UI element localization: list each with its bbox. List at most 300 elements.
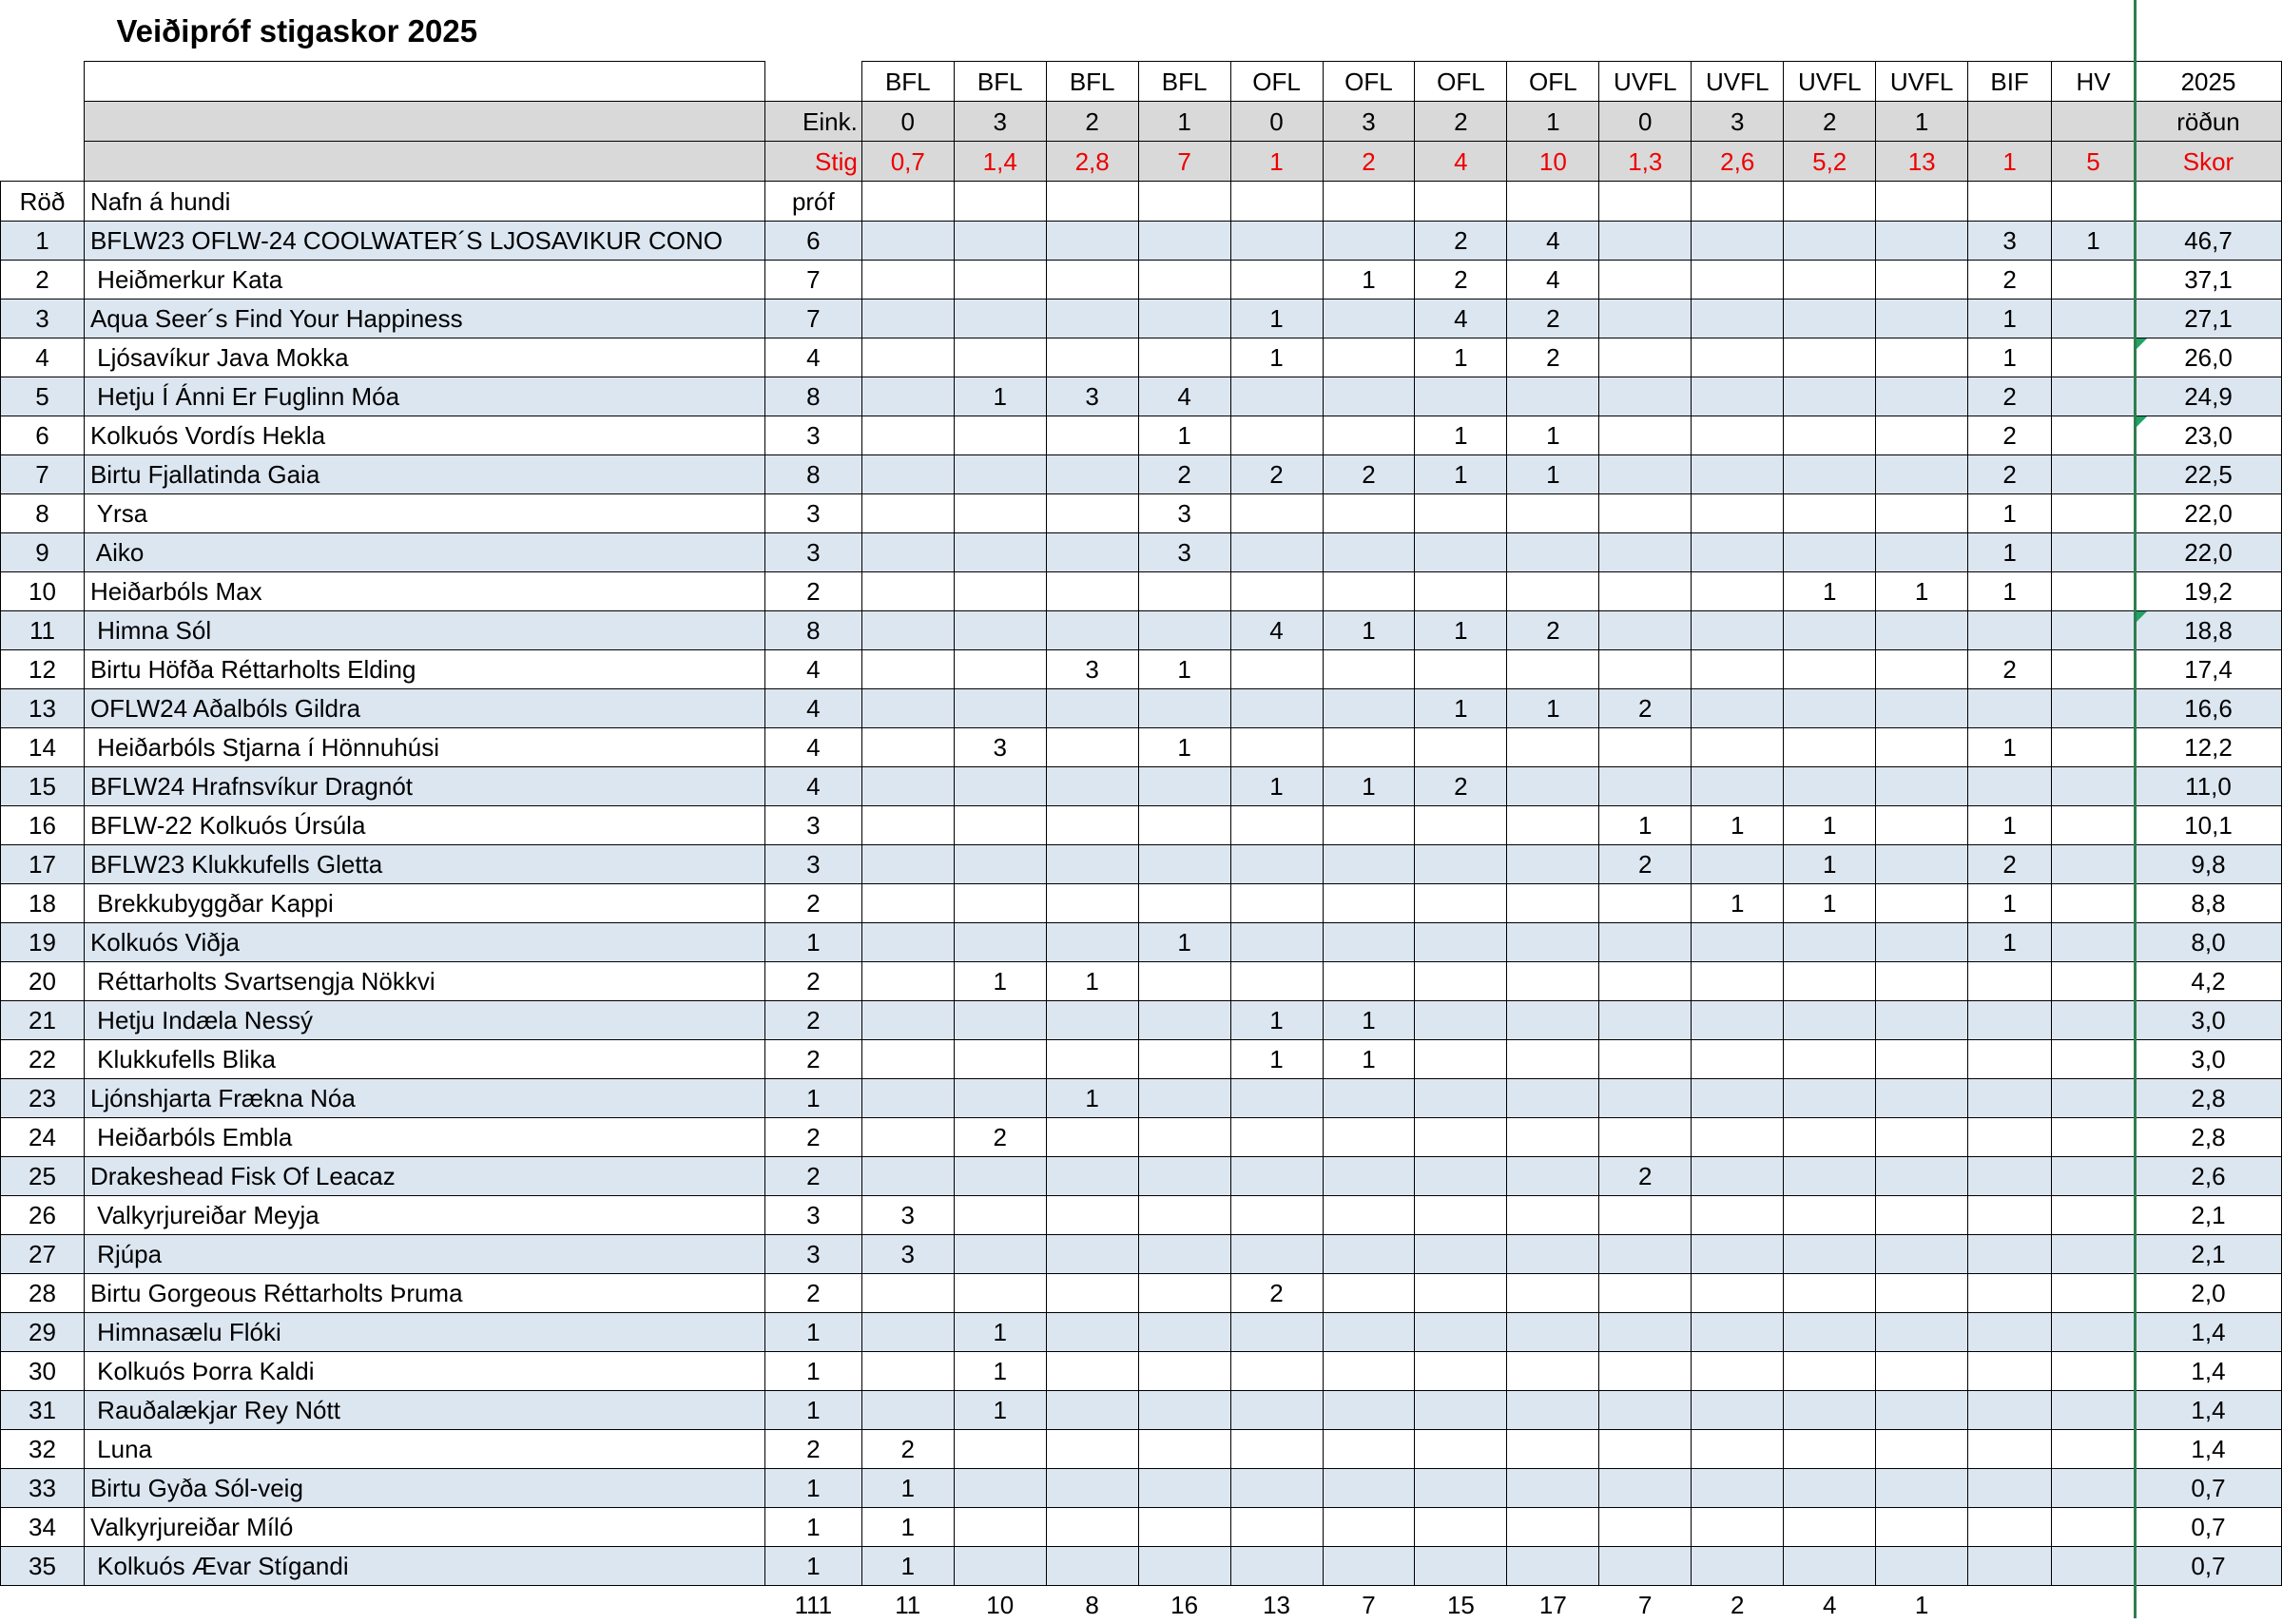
total-cell[interactable]: 15 (1415, 1586, 1507, 1624)
result-cell[interactable] (1415, 1001, 1507, 1040)
result-cell[interactable] (1692, 1547, 1784, 1586)
result-cell[interactable] (954, 650, 1046, 689)
result-cell[interactable] (1046, 611, 1138, 650)
result-cell[interactable] (861, 300, 954, 338)
result-cell[interactable] (1230, 806, 1323, 845)
result-cell[interactable] (1230, 650, 1323, 689)
rank-cell[interactable]: 5 (1, 377, 85, 416)
score-cell[interactable]: 27,1 (2135, 300, 2281, 338)
prof-count-cell[interactable]: 2 (764, 1274, 861, 1313)
dog-name-cell[interactable]: Luna (84, 1430, 764, 1469)
result-cell[interactable] (1599, 1430, 1692, 1469)
stig-value[interactable]: 2,8 (1046, 142, 1138, 182)
rank-cell[interactable]: 29 (1, 1313, 85, 1352)
result-cell[interactable] (2052, 728, 2136, 767)
result-cell[interactable] (1876, 1157, 1968, 1196)
result-cell[interactable] (1138, 300, 1230, 338)
score-cell[interactable]: 16,6 (2135, 689, 2281, 728)
result-cell[interactable] (1968, 1001, 2052, 1040)
dog-name-cell[interactable]: BFLW-22 Kolkuós Úrsúla (84, 806, 764, 845)
result-cell[interactable] (1507, 884, 1599, 923)
result-cell[interactable] (861, 884, 954, 923)
result-cell[interactable] (1138, 222, 1230, 261)
score-cell[interactable]: 0,7 (2135, 1547, 2281, 1586)
result-cell[interactable]: 1 (954, 962, 1046, 1001)
result-cell[interactable] (1784, 1391, 1876, 1430)
score-cell[interactable]: 4,2 (2135, 962, 2281, 1001)
category-header[interactable]: OFL (1415, 62, 1507, 102)
dog-name-cell[interactable]: Kolkuós Ævar Stígandi (84, 1547, 764, 1586)
result-cell[interactable] (1323, 377, 1415, 416)
result-cell[interactable] (954, 1508, 1046, 1547)
result-cell[interactable]: 2 (1138, 455, 1230, 494)
score-cell[interactable]: 1,4 (2135, 1391, 2281, 1430)
result-cell[interactable] (1599, 611, 1692, 650)
result-cell[interactable]: 3 (954, 728, 1046, 767)
dog-name-cell[interactable]: Ljósavíkur Java Mokka (84, 338, 764, 377)
rank-cell[interactable]: 28 (1, 1274, 85, 1313)
result-cell[interactable] (1968, 1547, 2052, 1586)
prof-count-cell[interactable]: 2 (764, 884, 861, 923)
result-cell[interactable]: 2 (1230, 1274, 1323, 1313)
score-cell[interactable]: 11,0 (2135, 767, 2281, 806)
stig-value[interactable]: 0,7 (861, 142, 954, 182)
result-cell[interactable] (1784, 962, 1876, 1001)
stig-value[interactable]: 10 (1507, 142, 1599, 182)
dog-name-cell[interactable]: Heiðarbóls Max (84, 572, 764, 611)
score-cell[interactable]: 22,5 (2135, 455, 2281, 494)
result-cell[interactable] (1138, 1352, 1230, 1391)
result-cell[interactable] (1692, 650, 1784, 689)
result-cell[interactable] (1599, 1118, 1692, 1157)
result-cell[interactable] (1046, 533, 1138, 572)
rank-cell[interactable]: 3 (1, 300, 85, 338)
result-cell[interactable] (1599, 1235, 1692, 1274)
result-cell[interactable] (861, 728, 954, 767)
result-cell[interactable] (861, 533, 954, 572)
result-cell[interactable] (1876, 1352, 1968, 1391)
rank-cell[interactable]: 25 (1, 1157, 85, 1196)
result-cell[interactable]: 4 (1507, 261, 1599, 300)
dog-name-cell[interactable]: Réttarholts Svartsengja Nökkvi (84, 962, 764, 1001)
result-cell[interactable] (1599, 650, 1692, 689)
result-cell[interactable] (1230, 962, 1323, 1001)
score-cell[interactable]: 26,0 (2135, 338, 2281, 377)
category-header[interactable]: UVFL (1876, 62, 1968, 102)
result-cell[interactable] (954, 1001, 1046, 1040)
result-cell[interactable] (1138, 689, 1230, 728)
result-cell[interactable] (954, 494, 1046, 533)
rank-cell[interactable]: 16 (1, 806, 85, 845)
category-header[interactable]: BFL (1046, 62, 1138, 102)
prof-count-cell[interactable]: 2 (764, 572, 861, 611)
result-cell[interactable] (1784, 377, 1876, 416)
result-cell[interactable]: 3 (861, 1235, 954, 1274)
result-cell[interactable] (1323, 1352, 1415, 1391)
rank-cell[interactable]: 33 (1, 1469, 85, 1508)
result-cell[interactable] (1876, 1118, 1968, 1157)
result-cell[interactable] (1784, 1235, 1876, 1274)
rank-cell[interactable]: 26 (1, 1196, 85, 1235)
result-cell[interactable] (1046, 845, 1138, 884)
dog-name-cell[interactable]: Kolkuós Viðja (84, 923, 764, 962)
result-cell[interactable] (1876, 923, 1968, 962)
result-cell[interactable]: 1 (1968, 533, 2052, 572)
result-cell[interactable]: 1 (1138, 650, 1230, 689)
result-cell[interactable] (1784, 1430, 1876, 1469)
result-cell[interactable] (954, 1196, 1046, 1235)
result-cell[interactable] (2052, 845, 2136, 884)
result-cell[interactable] (2052, 1235, 2136, 1274)
result-cell[interactable] (1599, 455, 1692, 494)
result-cell[interactable] (1692, 377, 1784, 416)
result-cell[interactable] (1876, 1079, 1968, 1118)
result-cell[interactable] (1046, 261, 1138, 300)
result-cell[interactable] (1138, 1508, 1230, 1547)
result-cell[interactable] (1230, 572, 1323, 611)
result-cell[interactable] (861, 494, 954, 533)
result-cell[interactable]: 2 (1968, 845, 2052, 884)
eink-value[interactable]: 1 (1507, 102, 1599, 142)
dog-name-cell[interactable]: BFLW23 OFLW-24 COOLWATER´S LJOSAVIKUR CONO (84, 222, 764, 261)
result-cell[interactable] (1138, 1547, 1230, 1586)
result-cell[interactable] (1599, 1508, 1692, 1547)
result-cell[interactable]: 4 (1507, 222, 1599, 261)
result-cell[interactable] (2052, 1040, 2136, 1079)
result-cell[interactable] (1323, 845, 1415, 884)
dog-name-cell[interactable]: Yrsa (84, 494, 764, 533)
result-cell[interactable] (1876, 1547, 1968, 1586)
result-cell[interactable] (861, 572, 954, 611)
result-cell[interactable] (1415, 1157, 1507, 1196)
result-cell[interactable]: 1 (1599, 806, 1692, 845)
result-cell[interactable] (1692, 533, 1784, 572)
result-cell[interactable]: 2 (1507, 300, 1599, 338)
result-cell[interactable] (954, 455, 1046, 494)
result-cell[interactable]: 1 (861, 1547, 954, 1586)
result-cell[interactable] (1230, 1118, 1323, 1157)
result-cell[interactable] (1046, 1313, 1138, 1352)
result-cell[interactable]: 1 (1323, 1040, 1415, 1079)
result-cell[interactable] (1138, 261, 1230, 300)
category-header[interactable]: UVFL (1784, 62, 1876, 102)
rank-cell[interactable]: 8 (1, 494, 85, 533)
result-cell[interactable] (1046, 1118, 1138, 1157)
result-cell[interactable] (1507, 1196, 1599, 1235)
result-cell[interactable] (1692, 767, 1784, 806)
result-cell[interactable] (2052, 377, 2136, 416)
result-cell[interactable] (1138, 1196, 1230, 1235)
result-cell[interactable] (1876, 689, 1968, 728)
result-cell[interactable]: 2 (954, 1118, 1046, 1157)
result-cell[interactable]: 1 (954, 1352, 1046, 1391)
stig-value[interactable]: 4 (1415, 142, 1507, 182)
result-cell[interactable] (2052, 611, 2136, 650)
total-cell[interactable]: 8 (1046, 1586, 1138, 1624)
total-cell[interactable]: 11 (861, 1586, 954, 1624)
result-cell[interactable] (1968, 1079, 2052, 1118)
result-cell[interactable] (1415, 923, 1507, 962)
dog-name-cell[interactable]: OFLW24 Aðalbóls Gildra (84, 689, 764, 728)
prof-count-cell[interactable]: 1 (764, 1391, 861, 1430)
result-cell[interactable] (1784, 222, 1876, 261)
result-cell[interactable] (1138, 1040, 1230, 1079)
result-cell[interactable] (1230, 1469, 1323, 1508)
result-cell[interactable] (1230, 689, 1323, 728)
result-cell[interactable]: 2 (861, 1430, 954, 1469)
category-header[interactable]: BIF (1968, 62, 2052, 102)
result-cell[interactable] (1876, 1001, 1968, 1040)
rank-cell[interactable]: 12 (1, 650, 85, 689)
dog-name-cell[interactable]: Hetju Í Ánni Er Fuglinn Móa (84, 377, 764, 416)
result-cell[interactable] (1968, 1313, 2052, 1352)
result-cell[interactable] (1138, 1391, 1230, 1430)
result-cell[interactable] (1230, 1313, 1323, 1352)
total-cell[interactable]: 2 (1692, 1586, 1784, 1624)
result-cell[interactable]: 1 (1230, 767, 1323, 806)
result-cell[interactable] (1599, 300, 1692, 338)
result-cell[interactable] (1692, 572, 1784, 611)
result-cell[interactable] (1968, 962, 2052, 1001)
eink-value[interactable] (2052, 102, 2136, 142)
result-cell[interactable] (1784, 455, 1876, 494)
result-cell[interactable] (1323, 689, 1415, 728)
result-cell[interactable] (1046, 1157, 1138, 1196)
result-cell[interactable] (1692, 1196, 1784, 1235)
eink-value[interactable]: 1 (1138, 102, 1230, 142)
prof-count-cell[interactable]: 4 (764, 728, 861, 767)
result-cell[interactable] (1415, 572, 1507, 611)
result-cell[interactable] (1230, 1430, 1323, 1469)
result-cell[interactable] (1046, 806, 1138, 845)
result-cell[interactable] (1323, 300, 1415, 338)
dog-name-cell[interactable]: Birtu Gorgeous Réttarholts Þruma (84, 1274, 764, 1313)
result-cell[interactable] (1599, 1547, 1692, 1586)
result-cell[interactable] (1876, 845, 1968, 884)
result-cell[interactable] (1784, 1157, 1876, 1196)
result-cell[interactable] (1507, 923, 1599, 962)
result-cell[interactable]: 1 (1876, 572, 1968, 611)
eink-value[interactable]: 3 (1692, 102, 1784, 142)
result-cell[interactable] (1415, 962, 1507, 1001)
result-cell[interactable] (2052, 1118, 2136, 1157)
result-cell[interactable] (1784, 728, 1876, 767)
result-cell[interactable] (1138, 1157, 1230, 1196)
result-cell[interactable]: 4 (1230, 611, 1323, 650)
result-cell[interactable]: 3 (1138, 494, 1230, 533)
dog-name-cell[interactable]: Birtu Gyða Sól-veig (84, 1469, 764, 1508)
eink-label[interactable]: Eink. (764, 102, 861, 142)
result-cell[interactable] (1876, 1469, 1968, 1508)
result-cell[interactable] (1784, 767, 1876, 806)
result-cell[interactable] (1876, 1235, 1968, 1274)
result-cell[interactable] (1784, 533, 1876, 572)
result-cell[interactable] (2052, 1547, 2136, 1586)
dog-name-cell[interactable]: Himnasælu Flóki (84, 1313, 764, 1352)
dog-name-cell[interactable]: Aqua Seer´s Find Your Happiness (84, 300, 764, 338)
result-cell[interactable] (1507, 1040, 1599, 1079)
result-cell[interactable] (1046, 1196, 1138, 1235)
result-cell[interactable] (1138, 1313, 1230, 1352)
result-cell[interactable] (954, 806, 1046, 845)
result-cell[interactable]: 3 (1046, 650, 1138, 689)
result-cell[interactable] (2052, 416, 2136, 455)
prof-count-cell[interactable]: 3 (764, 494, 861, 533)
result-cell[interactable] (1692, 1430, 1784, 1469)
result-cell[interactable] (1692, 1079, 1784, 1118)
result-cell[interactable] (1046, 1274, 1138, 1313)
result-cell[interactable]: 1 (1784, 845, 1876, 884)
result-cell[interactable] (861, 767, 954, 806)
result-cell[interactable] (1507, 1469, 1599, 1508)
result-cell[interactable] (1507, 650, 1599, 689)
result-cell[interactable]: 1 (1692, 884, 1784, 923)
eink-value[interactable]: 0 (861, 102, 954, 142)
prof-count-cell[interactable]: 4 (764, 767, 861, 806)
rank-cell[interactable]: 6 (1, 416, 85, 455)
result-cell[interactable] (1230, 1196, 1323, 1235)
result-cell[interactable] (2052, 1391, 2136, 1430)
score-cell[interactable]: 3,0 (2135, 1040, 2281, 1079)
dog-name-cell[interactable]: Kolkuós Vordís Hekla (84, 416, 764, 455)
result-cell[interactable] (2052, 884, 2136, 923)
result-cell[interactable]: 1 (1230, 300, 1323, 338)
result-cell[interactable] (1599, 222, 1692, 261)
prof-count-cell[interactable]: 8 (764, 455, 861, 494)
dog-name-cell[interactable]: Birtu Höfða Réttarholts Elding (84, 650, 764, 689)
result-cell[interactable] (1876, 1391, 1968, 1430)
prof-count-cell[interactable]: 2 (764, 1001, 861, 1040)
rank-cell[interactable]: 11 (1, 611, 85, 650)
result-cell[interactable] (2052, 533, 2136, 572)
prof-count-cell[interactable]: 2 (764, 1118, 861, 1157)
result-cell[interactable] (954, 1079, 1046, 1118)
result-cell[interactable] (1784, 1040, 1876, 1079)
stig-label[interactable]: Stig (764, 142, 861, 182)
result-cell[interactable]: 2 (1968, 377, 2052, 416)
prof-header[interactable]: próf (764, 182, 861, 222)
prof-count-cell[interactable]: 2 (764, 1040, 861, 1079)
result-cell[interactable]: 1 (1968, 494, 2052, 533)
result-cell[interactable] (861, 1001, 954, 1040)
result-cell[interactable] (1323, 1430, 1415, 1469)
eink-value[interactable]: 3 (1323, 102, 1415, 142)
result-cell[interactable] (1230, 728, 1323, 767)
result-cell[interactable] (861, 1274, 954, 1313)
result-cell[interactable] (1692, 494, 1784, 533)
score-cell[interactable]: 1,4 (2135, 1352, 2281, 1391)
result-cell[interactable] (1968, 1430, 2052, 1469)
result-cell[interactable] (1415, 1391, 1507, 1430)
result-cell[interactable] (2052, 1274, 2136, 1313)
result-cell[interactable]: 1 (1138, 416, 1230, 455)
result-cell[interactable] (1507, 533, 1599, 572)
result-cell[interactable] (954, 338, 1046, 377)
prof-count-cell[interactable]: 4 (764, 338, 861, 377)
result-cell[interactable] (1692, 1469, 1784, 1508)
stig-value[interactable]: 2 (1323, 142, 1415, 182)
result-cell[interactable] (861, 1079, 954, 1118)
result-cell[interactable] (1046, 767, 1138, 806)
rank-cell[interactable]: 13 (1, 689, 85, 728)
result-cell[interactable] (1784, 1547, 1876, 1586)
result-cell[interactable] (1692, 1157, 1784, 1196)
result-cell[interactable] (1968, 767, 2052, 806)
dog-name-cell[interactable]: BFLW23 Klukkufells Gletta (84, 845, 764, 884)
result-cell[interactable] (1599, 1352, 1692, 1391)
prof-count-cell[interactable]: 8 (764, 611, 861, 650)
category-header[interactable]: HV (2052, 62, 2136, 102)
prof-count-cell[interactable]: 1 (764, 1352, 861, 1391)
total-prof-cell[interactable]: 111 (764, 1586, 861, 1624)
result-cell[interactable] (1415, 1547, 1507, 1586)
dog-name-cell[interactable]: Heiðarbóls Stjarna í Hönnuhúsi (84, 728, 764, 767)
result-cell[interactable]: 1 (1415, 455, 1507, 494)
result-cell[interactable]: 1 (861, 1508, 954, 1547)
result-cell[interactable] (1692, 845, 1784, 884)
result-cell[interactable] (1230, 1508, 1323, 1547)
dog-name-cell[interactable]: Brekkubyggðar Kappi (84, 884, 764, 923)
score-cell[interactable]: 22,0 (2135, 494, 2281, 533)
result-cell[interactable] (1138, 845, 1230, 884)
result-cell[interactable] (954, 1430, 1046, 1469)
score-cell[interactable]: 10,1 (2135, 806, 2281, 845)
result-cell[interactable] (1323, 884, 1415, 923)
result-cell[interactable] (1692, 728, 1784, 767)
result-cell[interactable] (1415, 494, 1507, 533)
result-cell[interactable] (2052, 1352, 2136, 1391)
rod-header[interactable]: Röð (1, 182, 85, 222)
result-cell[interactable]: 1 (1138, 923, 1230, 962)
result-cell[interactable]: 1 (1230, 1040, 1323, 1079)
dog-name-cell[interactable]: Himna Sól (84, 611, 764, 650)
prof-count-cell[interactable]: 7 (764, 261, 861, 300)
result-cell[interactable] (1968, 1274, 2052, 1313)
result-cell[interactable] (1507, 728, 1599, 767)
result-cell[interactable] (1692, 338, 1784, 377)
dog-name-cell[interactable]: Rauðalækjar Rey Nótt (84, 1391, 764, 1430)
result-cell[interactable]: 1 (1507, 455, 1599, 494)
result-cell[interactable] (1046, 1040, 1138, 1079)
result-cell[interactable] (1415, 650, 1507, 689)
result-cell[interactable] (1599, 1274, 1692, 1313)
result-cell[interactable] (1599, 962, 1692, 1001)
result-cell[interactable] (1599, 338, 1692, 377)
result-cell[interactable] (861, 1118, 954, 1157)
result-cell[interactable] (1415, 806, 1507, 845)
result-cell[interactable]: 2 (1507, 611, 1599, 650)
result-cell[interactable] (954, 923, 1046, 962)
result-cell[interactable] (954, 689, 1046, 728)
result-cell[interactable] (1415, 1274, 1507, 1313)
result-cell[interactable] (2052, 923, 2136, 962)
result-cell[interactable] (861, 923, 954, 962)
result-cell[interactable] (1507, 1547, 1599, 1586)
rank-cell[interactable]: 1 (1, 222, 85, 261)
result-cell[interactable]: 1 (1968, 728, 2052, 767)
result-cell[interactable]: 1 (1323, 767, 1415, 806)
result-cell[interactable] (1876, 884, 1968, 923)
result-cell[interactable] (1230, 1352, 1323, 1391)
result-cell[interactable] (1599, 1313, 1692, 1352)
result-cell[interactable] (1046, 1352, 1138, 1391)
stig-value[interactable]: 13 (1876, 142, 1968, 182)
result-cell[interactable] (2052, 1157, 2136, 1196)
result-cell[interactable] (1968, 1196, 2052, 1235)
rank-cell[interactable]: 35 (1, 1547, 85, 1586)
result-cell[interactable] (1230, 1157, 1323, 1196)
rank-cell[interactable]: 9 (1, 533, 85, 572)
